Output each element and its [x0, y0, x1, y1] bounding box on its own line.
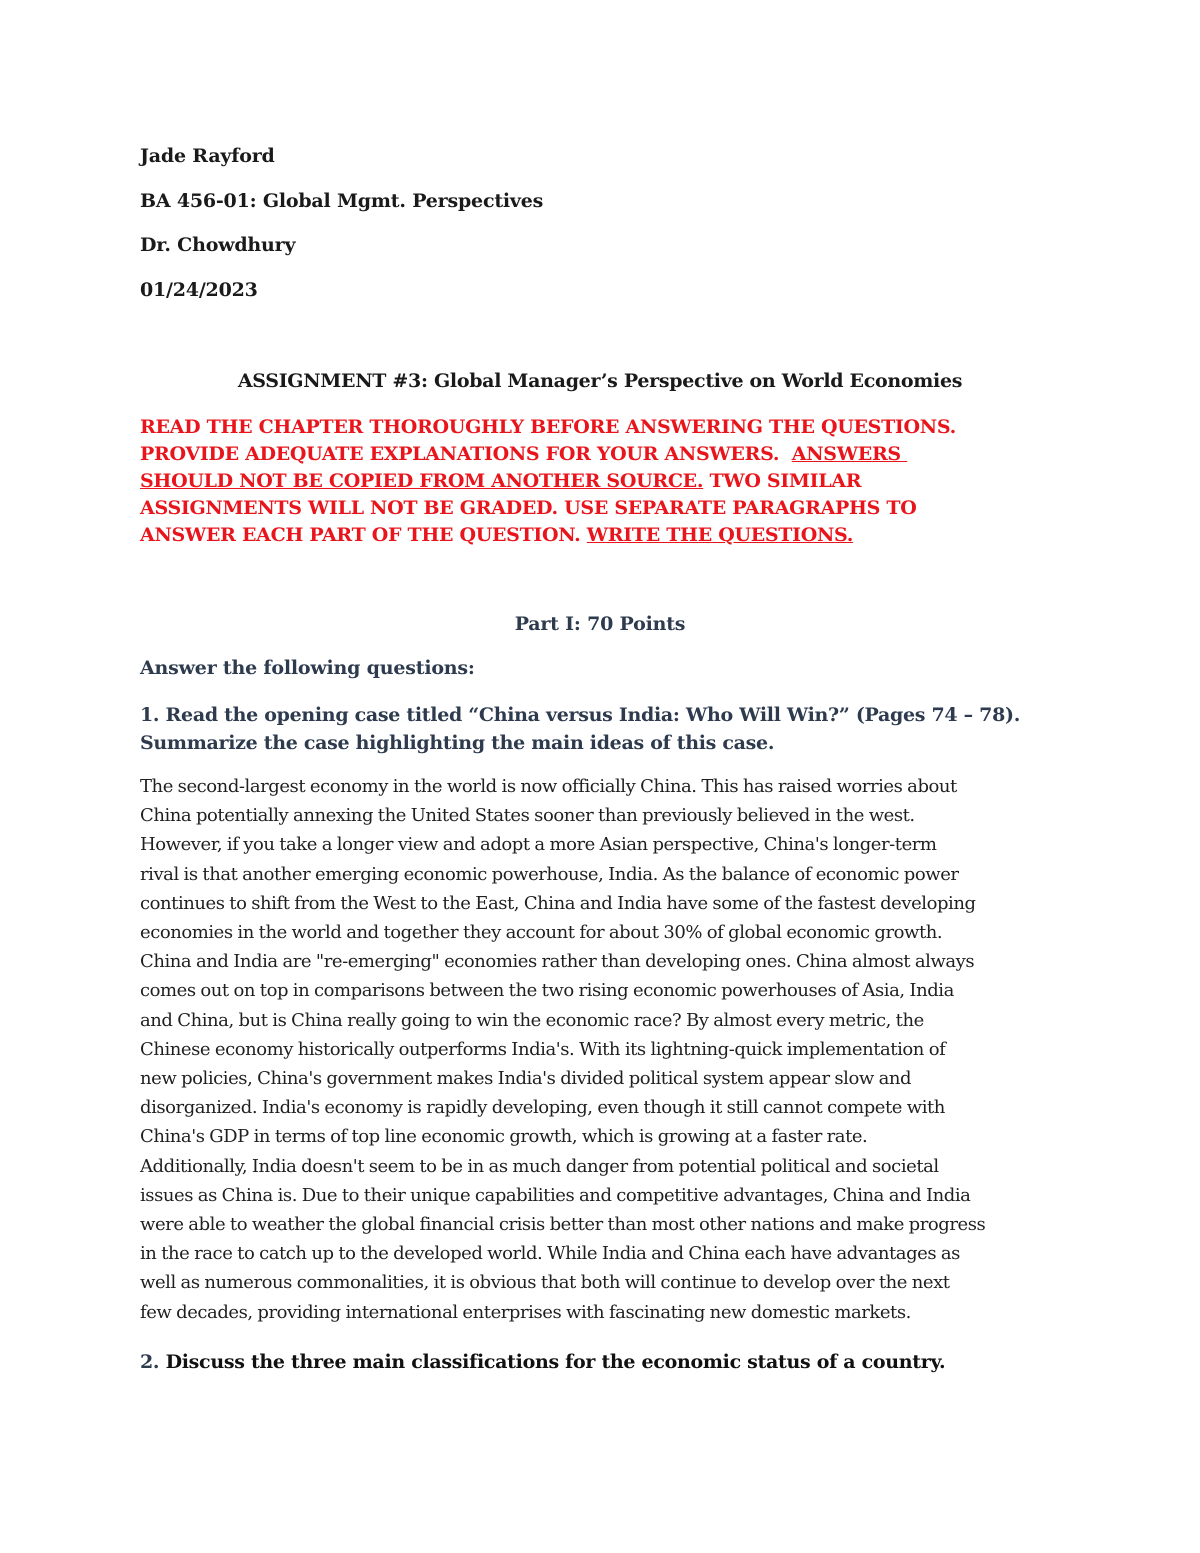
answer-1-line: issues as China is. Due to their unique capabilities and competitive advantages, China and India — [140, 1184, 971, 1206]
instructions-line — [140, 441, 1060, 468]
instructions-line: ASSIGNMENTS WILL NOT BE GRADED. USE SEPARATE PARAGRAPHS TO — [140, 497, 917, 519]
instructions-underlined-text: SHOULD NOT BE COPIED FROM ANOTHER SOURCE. — [140, 470, 704, 492]
instructions-underlined-text: ANSWERS — [791, 443, 908, 465]
course-title: BA 456-01: Global Mgmt. Perspectives — [140, 190, 544, 212]
question-2 — [140, 1348, 1060, 1376]
instructions-text: PROVIDE ADEQUATE EXPLANATIONS FOR YOUR ANSWERS. — [140, 443, 792, 465]
instructor-name: Dr. Chowdhury — [140, 234, 296, 256]
submission-date: 01/24/2023 — [140, 279, 258, 301]
answer-1-line: rival is that another emerging economic powerhouse, India. As the balance of economic power — [140, 863, 959, 885]
answer-1-line: continues to shift from the West to the East, China and India have some of the fastest developing — [140, 892, 976, 914]
answer-1-line: comes out on top in comparisons between the two rising economic powerhouses of Asia, India — [140, 980, 954, 1002]
instructions-line: READ THE CHAPTER THOROUGHLY BEFORE ANSWERING THE QUESTIONS. — [140, 416, 956, 438]
question-1-line: 1. Read the opening case titled “China versus India: Who Will Win?” (Pages 74 – 78). — [140, 704, 1021, 726]
part-title: Part I: 70 Points — [514, 613, 686, 635]
answer-1-line: economies in the world and together they account for about 30% of global economic growth. — [140, 922, 943, 944]
question-2-number: 2. — [140, 1351, 160, 1373]
instructions-block — [140, 414, 1060, 549]
instructions-text: TWO SIMILAR — [703, 470, 862, 492]
question-2-line — [140, 1348, 1060, 1376]
assignment-title: ASSIGNMENT #3: Global Manager’s Perspective on World Economies — [237, 370, 963, 392]
instructions-text: ANSWER EACH PART OF THE QUESTION. — [140, 524, 587, 546]
instructions-line — [140, 522, 1060, 549]
answer-1-line: China and India are "re-emerging" economies rather than developing ones. China almost always — [140, 951, 975, 973]
answer-1-line: Chinese economy historically outperforms India's. With its lightning-quick implementation of — [140, 1038, 946, 1060]
question-1 — [140, 701, 1060, 757]
answer-1-line: China potentially annexing the United States sooner than previously believed in the west. — [140, 805, 915, 827]
question-2-text: Discuss the three main classifications for the economic status of a country. — [159, 1351, 946, 1373]
answer-1-line: well as numerous commonalities, it is obvious that both will continue to develop over the next — [140, 1272, 950, 1294]
answer-prompt: Answer the following questions: — [140, 657, 475, 679]
question-1-line: Summarize the case highlighting the main ideas of this case. — [140, 732, 775, 754]
answer-1-line: in the race to catch up to the developed world. While India and China each have advantages as — [140, 1243, 960, 1265]
answer-1-line: However, if you take a longer view and adopt a more Asian perspective, China's longer-term — [140, 834, 937, 856]
instructions-line — [140, 468, 1060, 495]
instructions-underlined-text: WRITE THE QUESTIONS. — [586, 524, 854, 546]
answer-1-paragraph — [140, 772, 1060, 1327]
answer-1-line: new policies, China's government makes India's divided political system appear slow and — [140, 1068, 912, 1090]
answer-1-line: China's GDP in terms of top line economic growth, which is growing at a faster rate. — [140, 1126, 868, 1148]
answer-1-line: few decades, providing international enterprises with fascinating new domestic markets. — [140, 1301, 911, 1323]
answer-1-line: were able to weather the global financial crisis better than most other nations and make progress — [140, 1214, 986, 1236]
answer-1-line: and China, but is China really going to win the economic race? By almost every metric, the — [140, 1009, 924, 1031]
answer-1-line: disorganized. India's economy is rapidly developing, even though it still cannot compete with — [140, 1097, 945, 1119]
student-name: Jade Rayford — [140, 145, 275, 167]
answer-1-line: Additionally, India doesn't seem to be in as much danger from potential political and societal — [140, 1155, 939, 1177]
answer-1-line: The second-largest economy in the world is now officially China. This has raised worries about — [140, 776, 957, 797]
